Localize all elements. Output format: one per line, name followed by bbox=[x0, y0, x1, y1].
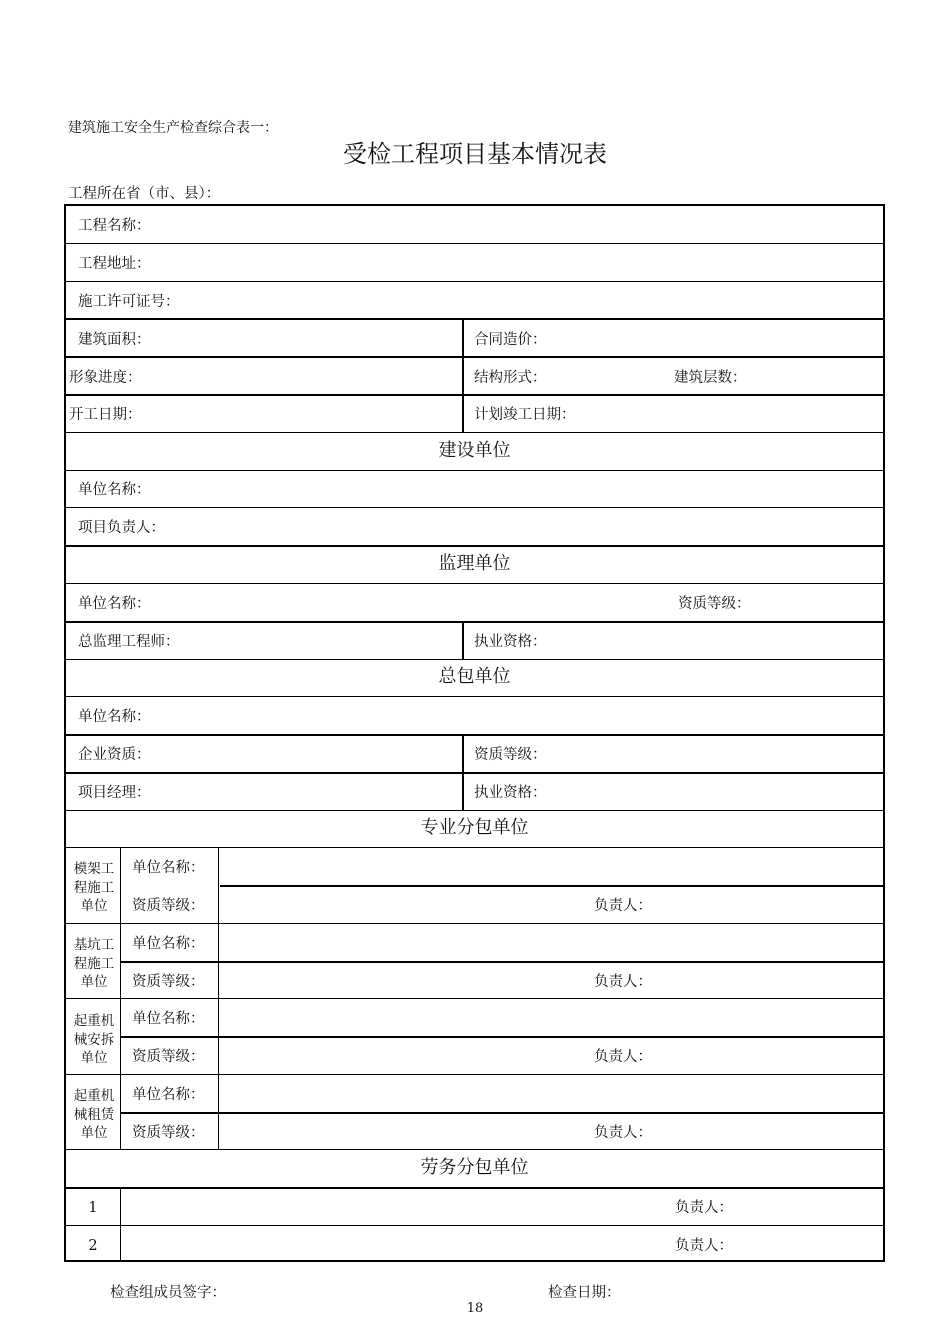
group-name-line: 械安拆 bbox=[73, 1031, 115, 1048]
owner-project-lead-label: 项目负责人： bbox=[78, 520, 165, 536]
gc-unit-name-label: 单位名称： bbox=[78, 709, 151, 725]
page-number: 18 bbox=[466, 1301, 484, 1316]
row-divider bbox=[66, 507, 883, 508]
crane-leasing-unit-name-label: 单位名称： bbox=[132, 1087, 205, 1103]
location-label: 工程所在省（市、县）： bbox=[68, 186, 221, 202]
row-divider bbox=[66, 318, 883, 320]
foundation-pit-unit-name-label: 单位名称： bbox=[132, 936, 205, 952]
gc-enterprise-qualification-label: 企业资质： bbox=[78, 747, 151, 763]
gc-qualification-level-label: 资质等级： bbox=[474, 747, 547, 763]
row-divider bbox=[220, 885, 883, 887]
inspection-date-label: 检查日期： bbox=[548, 1285, 621, 1301]
contract-price-label: 合同造价： bbox=[474, 332, 547, 348]
row-divider bbox=[66, 356, 883, 358]
row-divider bbox=[66, 545, 883, 547]
group-name-line: 单位 bbox=[80, 974, 108, 990]
group-name-line: 程施工 bbox=[73, 955, 115, 972]
subcontractor-group-foundation-pit bbox=[66, 936, 122, 992]
formwork-person-in-charge-label: 负责人： bbox=[594, 898, 652, 914]
project-info-table bbox=[64, 204, 885, 1262]
row-divider bbox=[66, 583, 883, 584]
row-divider bbox=[66, 281, 883, 282]
group-name-line: 基坑工 bbox=[73, 937, 115, 953]
row-divider bbox=[66, 1187, 883, 1189]
crane-leasing-person-in-charge-label: 负责人： bbox=[594, 1125, 652, 1141]
group-name-line: 起重机 bbox=[73, 1013, 115, 1029]
group-name-line: 单位 bbox=[80, 1125, 108, 1141]
general-contractor-section-heading: 总包单位 bbox=[438, 666, 511, 687]
labor-subcontractor-section-heading: 劳务分包单位 bbox=[420, 1157, 529, 1178]
labor-row-number: 2 bbox=[88, 1238, 98, 1254]
row-divider bbox=[66, 1149, 883, 1150]
supervisor-practice-qualification-label: 执业资格： bbox=[474, 634, 547, 650]
row-divider bbox=[66, 810, 883, 811]
column-divider bbox=[462, 621, 464, 659]
crane-leasing-qualification-level-label: 资质等级： bbox=[132, 1125, 205, 1141]
row-divider bbox=[66, 1225, 883, 1226]
chief-engineer-label: 总监理工程师： bbox=[78, 634, 180, 650]
row-divider bbox=[66, 772, 883, 774]
subcontractor-group-crane-installation bbox=[66, 1012, 122, 1068]
subcontractor-group-crane-leasing bbox=[66, 1087, 122, 1143]
row-divider bbox=[66, 696, 883, 697]
start-date-label: 开工日期： bbox=[69, 407, 142, 423]
row-divider bbox=[120, 1112, 883, 1114]
group-name-line: 单位 bbox=[80, 898, 108, 914]
supervisor-unit-name-label: 单位名称： bbox=[78, 596, 151, 612]
project-name-label: 工程名称： bbox=[78, 218, 151, 234]
permit-number-label: 施工许可证号： bbox=[78, 294, 180, 310]
building-area-label: 建筑面积： bbox=[78, 332, 151, 348]
row-divider bbox=[120, 961, 883, 963]
planned-completion-label: 计划竣工日期： bbox=[474, 407, 576, 423]
form-label: 建筑施工安全生产检查综合表一： bbox=[68, 120, 278, 136]
column-divider bbox=[462, 318, 464, 432]
crane-installation-qualification-level-label: 资质等级： bbox=[132, 1049, 205, 1065]
gc-project-manager-label: 项目经理： bbox=[78, 785, 151, 801]
foundation-pit-qualification-level-label: 资质等级： bbox=[132, 974, 205, 990]
row-divider bbox=[66, 243, 883, 244]
project-address-label: 工程地址： bbox=[78, 256, 151, 272]
progress-label: 形象进度： bbox=[69, 370, 142, 386]
page-title: 受检工程项目基本情况表 bbox=[343, 140, 607, 168]
row-divider bbox=[66, 923, 883, 924]
owner-unit-name-label: 单位名称： bbox=[78, 482, 151, 498]
group-name-line: 械租赁 bbox=[73, 1106, 115, 1123]
crane-installation-person-in-charge-label: 负责人： bbox=[594, 1049, 652, 1065]
row-divider bbox=[66, 394, 883, 396]
gc-practice-qualification-label: 执业资格： bbox=[474, 785, 547, 801]
supervisor-section-heading: 监理单位 bbox=[438, 553, 511, 574]
labor-person-in-charge-label: 负责人： bbox=[675, 1200, 733, 1216]
structure-type-label: 结构形式： bbox=[474, 370, 547, 386]
row-divider bbox=[66, 734, 883, 736]
subcontractor-group-formwork bbox=[66, 860, 122, 916]
group-name-line: 单位 bbox=[80, 1050, 108, 1066]
row-divider bbox=[120, 1036, 883, 1038]
group-name-line: 起重机 bbox=[73, 1088, 115, 1104]
inspector-signature-label: 检查组成员签字： bbox=[110, 1285, 226, 1301]
floor-count-label: 建筑层数： bbox=[674, 370, 747, 386]
formwork-unit-name-label: 单位名称： bbox=[132, 860, 205, 876]
crane-installation-unit-name-label: 单位名称： bbox=[132, 1011, 205, 1027]
labor-row-number: 1 bbox=[88, 1200, 98, 1216]
formwork-qualification-level-label: 资质等级： bbox=[132, 898, 205, 914]
group-name-line: 模架工 bbox=[73, 861, 115, 877]
column-divider bbox=[218, 847, 219, 1149]
row-divider bbox=[66, 998, 883, 999]
specialty-subcontractor-section-heading: 专业分包单位 bbox=[420, 817, 529, 838]
supervisor-qualification-level-label: 资质等级： bbox=[678, 596, 751, 612]
group-name-line: 程施工 bbox=[73, 879, 115, 896]
column-divider bbox=[462, 734, 464, 810]
owner-section-heading: 建设单位 bbox=[438, 440, 511, 461]
row-divider bbox=[66, 470, 883, 471]
row-divider bbox=[66, 432, 883, 433]
row-divider bbox=[66, 659, 883, 660]
column-divider bbox=[120, 1187, 121, 1262]
row-divider bbox=[66, 1074, 883, 1075]
row-divider bbox=[66, 621, 883, 623]
row-divider bbox=[66, 847, 883, 848]
foundation-pit-person-in-charge-label: 负责人： bbox=[594, 974, 652, 990]
labor-person-in-charge-label: 负责人： bbox=[675, 1238, 733, 1254]
